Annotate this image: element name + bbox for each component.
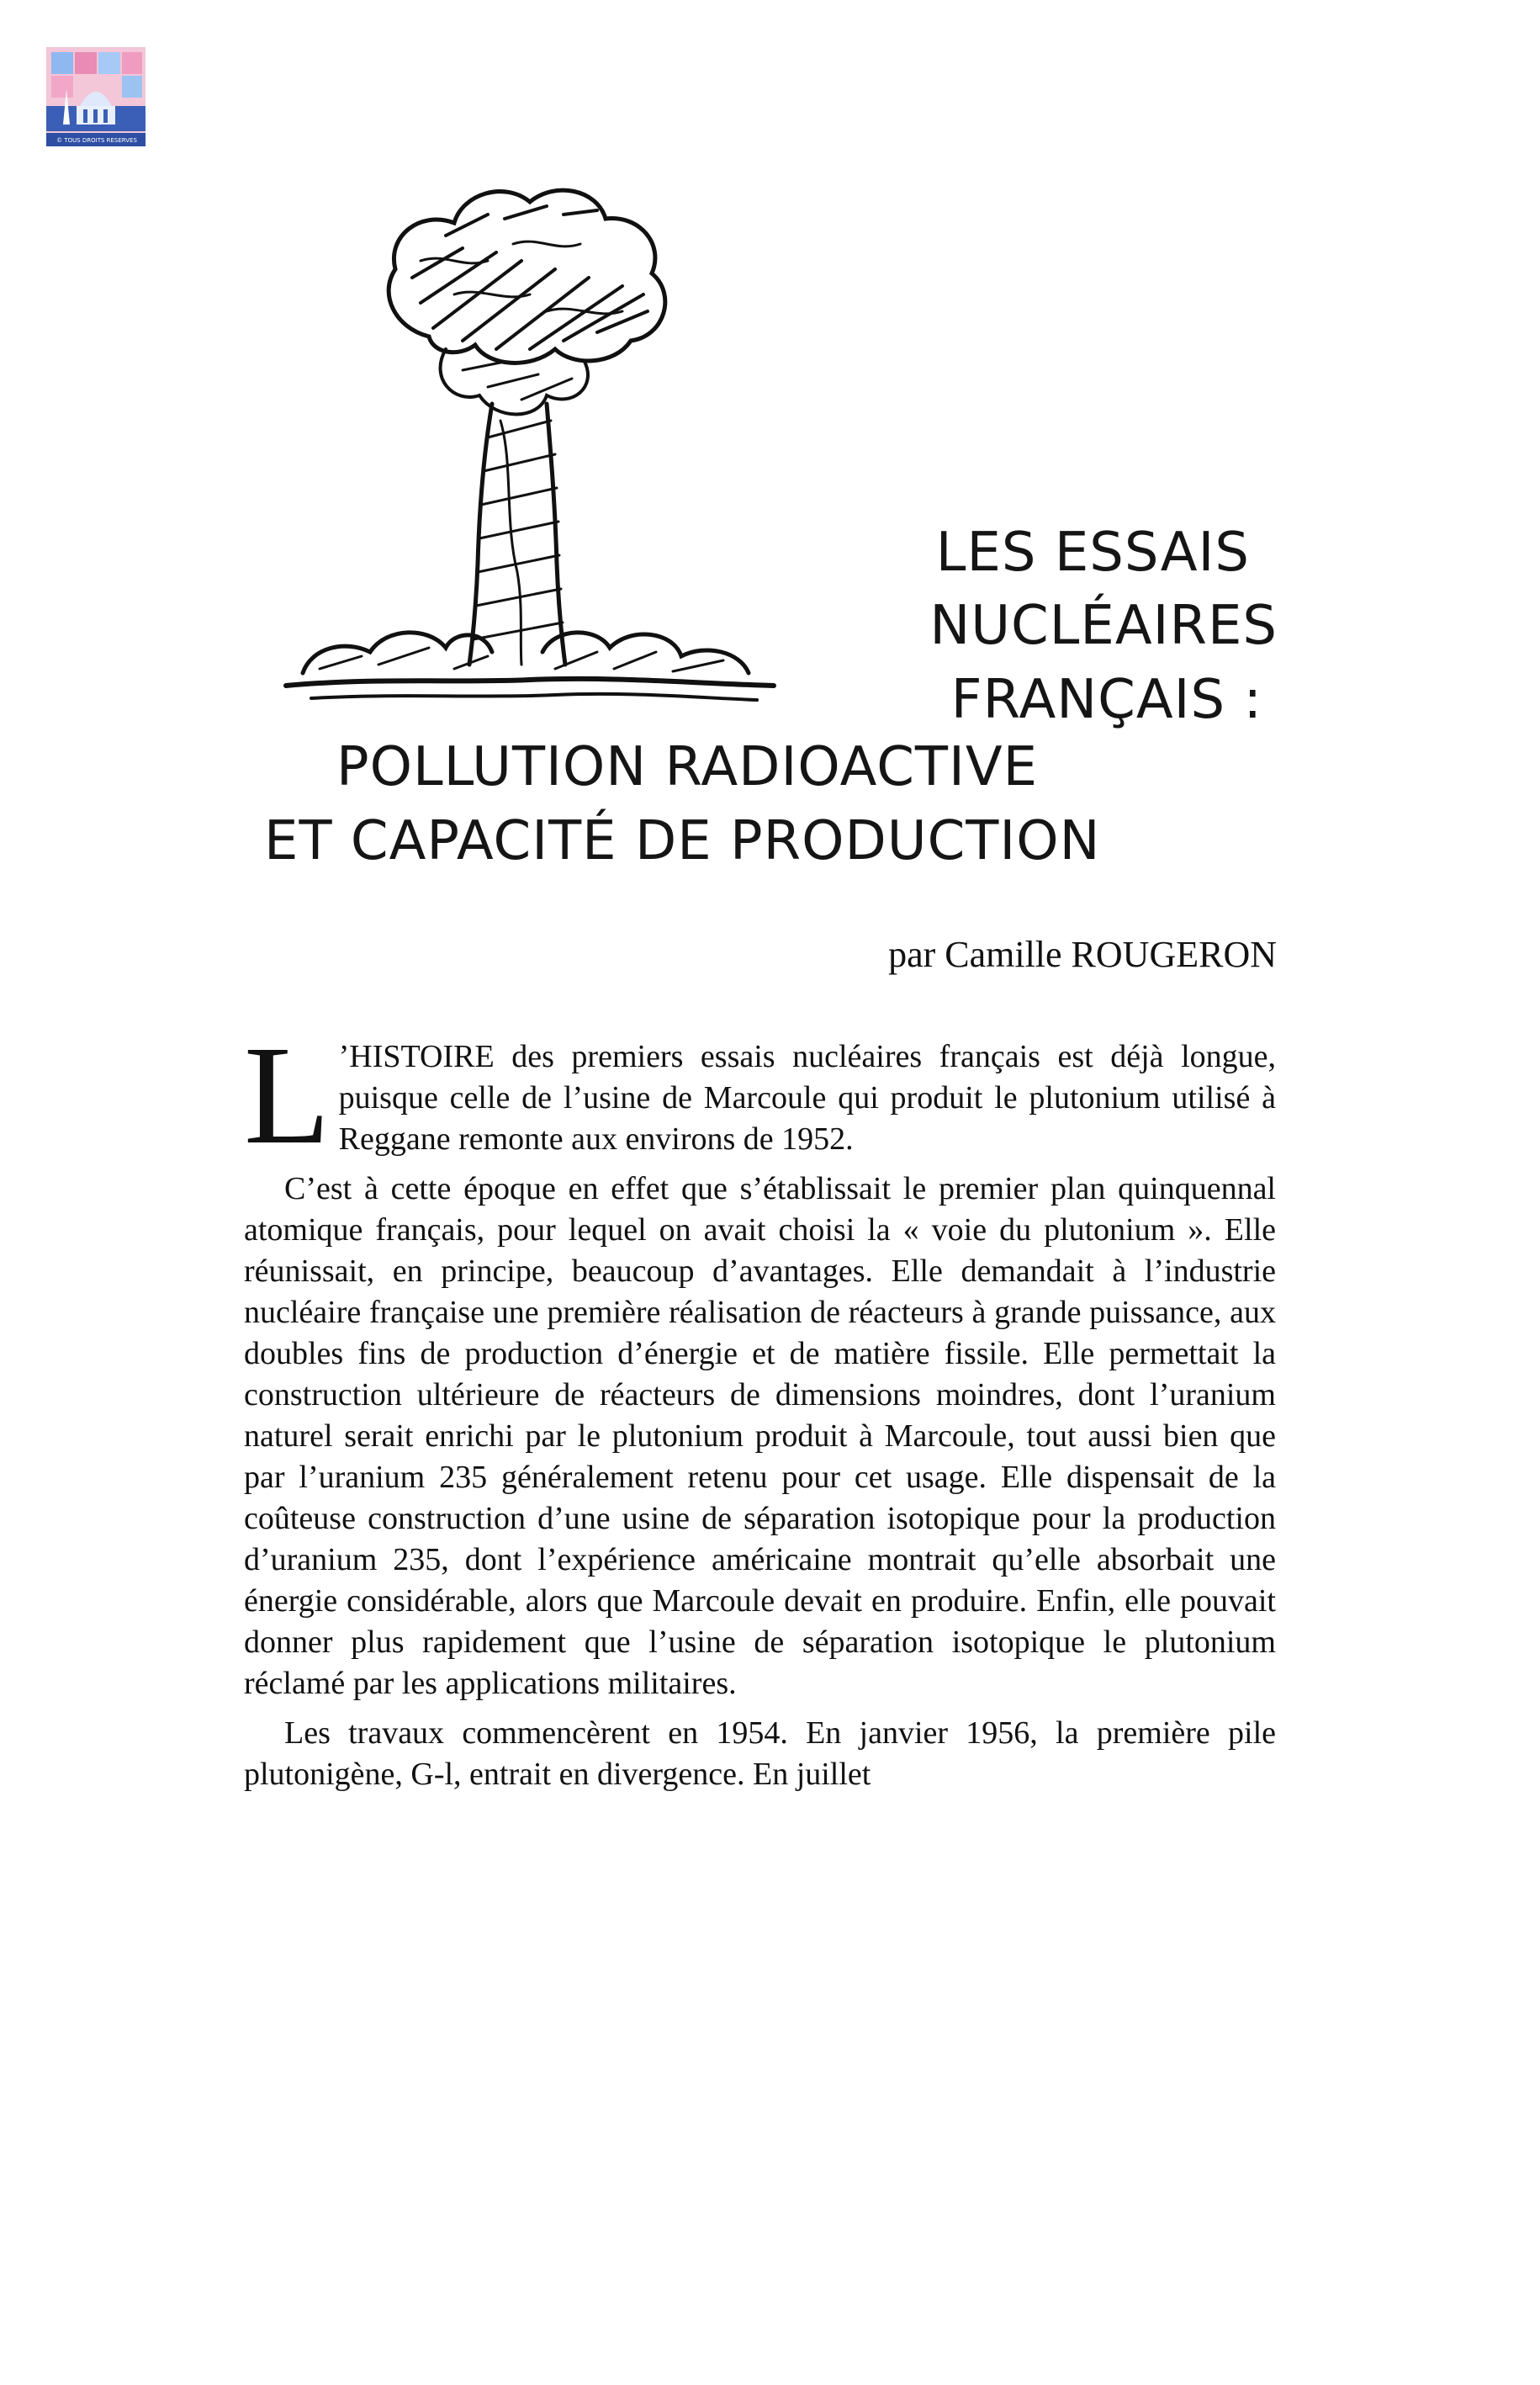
- title-line-5: ET CAPACITÉ DE PRODUCTION: [264, 810, 1101, 872]
- title-line-4: POLLUTION RADIOACTIVE: [336, 736, 1039, 798]
- library-logo: [46, 47, 146, 146]
- paragraph-1-text: ’HISTOIRE des premiers essais nucléaires français est déjà longue, puisque celle de l’usine de Marcoule qui produit le plutonium utilisé à Reggane remonte aux environs de 1952.: [338, 1039, 1276, 1157]
- article-paragraph-3: Les travaux commencèrent en 1954. En janvier 1956, la première pile plutonigène, G-l, entrait en divergence. En juillet: [244, 1715, 1276, 1792]
- article-paragraph-1: [244, 1017, 1276, 1174]
- article-paragraph-2: C’est à cette époque en effet que s’établissait le premier plan quinquennal atomique français, pour lequel on avait choisi la « voie du plutonium ». Elle réunissait, en principe, beaucoup d’avantages. Elle demandait à l’industrie nucléaire française une première réalisation de réacteurs à grande puissance, aux doubles fins de production d’énergie et de matière fissile. Elle permettait la construction ultérieure de réacteurs de dimensions moindres, dont l’uranium naturel serait enrichi par le plutonium produit à Marcoule, tout aussi bien que par l’uranium 235 généralement retenu pour cet usage. Elle dispensait de la coûteuse construction d’une usine de séparation isotopique pour la production d’uranium 235, dont l’expérience américaine montrait qu’elle absorbait une énergie considérable, alors que Marcoule devait en produire. Enfin, elle pouvait donner plus rapidement que l’usine de séparation isotopique le plutonium réclamé par les applications militaires.: [244, 1171, 1276, 1701]
- title-line-2: NUCLÉAIRES: [929, 595, 1278, 657]
- library-building-logo-icon: [46, 47, 146, 146]
- author-byline: par Camille ROUGERON: [888, 934, 1277, 975]
- mushroom-cloud-illustration: [252, 168, 807, 723]
- article-body: [244, 1017, 1276, 1804]
- mushroom-cloud-drawing-icon: [252, 168, 807, 723]
- title-line-3: FRANÇAIS :: [950, 669, 1262, 731]
- drop-cap: L: [244, 1017, 331, 1174]
- logo-caption: © TOUS DROITS RÉSERVÉS: [56, 137, 137, 144]
- title-line-1: LES ESSAIS: [935, 522, 1250, 584]
